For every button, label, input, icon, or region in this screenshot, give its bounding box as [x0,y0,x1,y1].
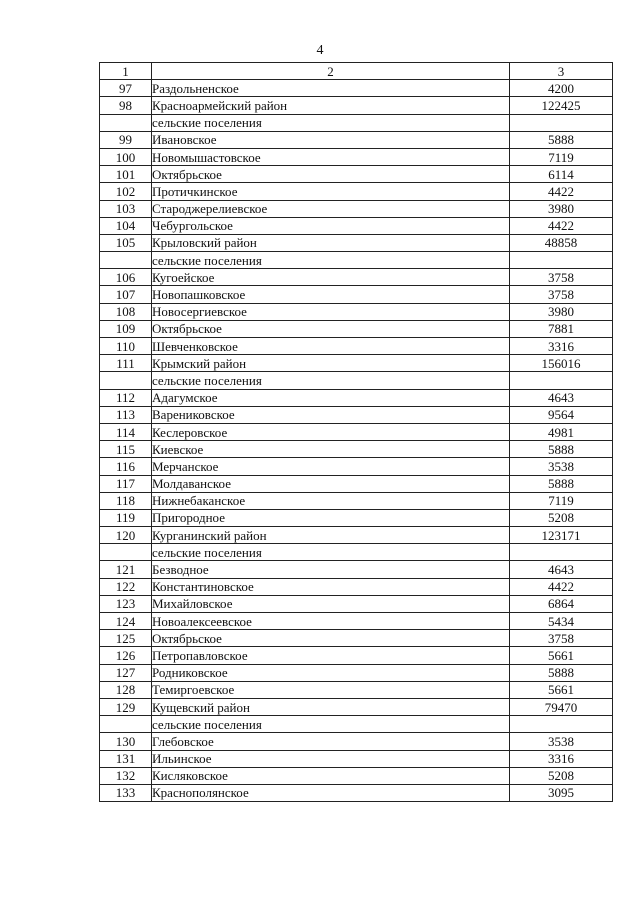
row-name-cell: Кисляковское [152,767,510,784]
table-row [100,784,613,801]
row-number-cell: 110 [100,338,152,355]
row-name-cell: Ильинское [152,750,510,767]
row-number-cell: 129 [100,698,152,715]
row-name-cell: Шевченковское [152,338,510,355]
table-row [100,664,613,681]
page-number: 4 [316,43,324,58]
row-value-cell: 3316 [510,750,613,767]
table-row [100,630,613,647]
table-row [100,166,613,183]
row-number-cell: 130 [100,733,152,750]
table-row [100,80,613,97]
table-row [100,372,613,389]
table-row [100,252,613,269]
row-number-cell: 113 [100,406,152,423]
row-name-cell: Михайловское [152,595,510,612]
row-number-cell: 118 [100,492,152,509]
row-value-cell: 4643 [510,389,613,406]
row-name-cell: Крымский район [152,355,510,372]
row-name-cell: сельские поселения [152,372,510,389]
row-name-cell: Ивановское [152,131,510,148]
table-row [100,234,613,251]
table-row [100,527,613,544]
table-row [100,595,613,612]
table-row [100,492,613,509]
row-value-cell: 122425 [510,97,613,114]
table-row [100,131,613,148]
table-row [100,458,613,475]
row-name-cell: Родниковское [152,664,510,681]
row-value-cell: 7881 [510,320,613,337]
row-value-cell: 3538 [510,733,613,750]
row-name-cell: Молдаванское [152,475,510,492]
row-number-cell: 111 [100,355,152,372]
row-number-cell: 115 [100,441,152,458]
row-name-cell: Староджерелиевское [152,200,510,217]
row-name-cell: Протичкинское [152,183,510,200]
row-value-cell: 7119 [510,492,613,509]
table-row [100,544,613,561]
row-value-cell [510,114,613,131]
row-value-cell: 3758 [510,630,613,647]
table-row [100,423,613,440]
table-row [100,389,613,406]
row-value-cell: 6114 [510,166,613,183]
row-value-cell: 7119 [510,148,613,165]
table-row [100,733,613,750]
row-value-cell: 4981 [510,423,613,440]
row-value-cell: 3758 [510,269,613,286]
row-name-cell: Пригородное [152,509,510,526]
table-row [100,681,613,698]
row-value-cell: 48858 [510,234,613,251]
row-value-cell: 5888 [510,441,613,458]
row-value-cell: 3095 [510,784,613,801]
row-value-cell: 3316 [510,338,613,355]
row-name-cell: Октябрьское [152,630,510,647]
row-value-cell: 4643 [510,561,613,578]
row-name-cell: Глебовское [152,733,510,750]
row-name-cell: Раздольненское [152,80,510,97]
table-row [100,338,613,355]
row-number-cell: 121 [100,561,152,578]
table-header-row [100,63,613,80]
row-name-cell: Курганинский район [152,527,510,544]
row-number-cell [100,544,152,561]
table-row [100,647,613,664]
row-name-cell: Краснополянское [152,784,510,801]
row-name-cell: сельские поселения [152,114,510,131]
row-number-cell: 107 [100,286,152,303]
table-row [100,767,613,784]
row-name-cell: Константиновское [152,578,510,595]
table-row [100,561,613,578]
row-number-cell: 109 [100,320,152,337]
row-number-cell: 101 [100,166,152,183]
row-number-cell: 102 [100,183,152,200]
table-row [100,183,613,200]
row-number-cell: 132 [100,767,152,784]
row-value-cell: 123171 [510,527,613,544]
table-row [100,200,613,217]
row-number-cell: 133 [100,784,152,801]
table-row [100,441,613,458]
column-header-2: 2 [152,63,510,80]
row-name-cell: Новоалексеевское [152,613,510,630]
row-value-cell: 4422 [510,578,613,595]
row-name-cell: Октябрьское [152,166,510,183]
table-row [100,509,613,526]
row-value-cell [510,716,613,733]
row-value-cell: 3758 [510,286,613,303]
row-number-cell: 104 [100,217,152,234]
row-value-cell: 5661 [510,647,613,664]
row-number-cell: 120 [100,527,152,544]
row-name-cell: Крыловский район [152,234,510,251]
row-value-cell: 4200 [510,80,613,97]
row-number-cell: 126 [100,647,152,664]
row-value-cell: 4422 [510,183,613,200]
row-number-cell: 97 [100,80,152,97]
row-number-cell: 117 [100,475,152,492]
table-row [100,97,613,114]
row-value-cell: 5888 [510,131,613,148]
row-name-cell: Адагумское [152,389,510,406]
row-value-cell: 5434 [510,613,613,630]
settlements-table [99,62,613,802]
row-value-cell: 5888 [510,475,613,492]
row-number-cell: 99 [100,131,152,148]
row-value-cell: 9564 [510,406,613,423]
column-header-3: 3 [510,63,613,80]
row-number-cell: 103 [100,200,152,217]
row-value-cell: 5208 [510,767,613,784]
row-name-cell: Октябрьское [152,320,510,337]
table-row [100,269,613,286]
row-number-cell: 108 [100,303,152,320]
table-row [100,716,613,733]
row-value-cell: 156016 [510,355,613,372]
row-value-cell [510,372,613,389]
row-name-cell: Новомышастовское [152,148,510,165]
row-name-cell: сельские поселения [152,252,510,269]
table-row [100,217,613,234]
row-value-cell: 5888 [510,664,613,681]
row-number-cell [100,716,152,733]
row-name-cell: сельские поселения [152,716,510,733]
row-value-cell: 79470 [510,698,613,715]
row-number-cell: 131 [100,750,152,767]
row-number-cell: 123 [100,595,152,612]
table-row [100,750,613,767]
row-number-cell [100,252,152,269]
table-body [100,80,613,802]
row-name-cell: Киевское [152,441,510,458]
row-number-cell: 112 [100,389,152,406]
row-number-cell: 100 [100,148,152,165]
row-number-cell: 124 [100,613,152,630]
row-name-cell: Нижнебаканское [152,492,510,509]
row-number-cell [100,114,152,131]
table-row [100,475,613,492]
table-row [100,613,613,630]
table-row [100,320,613,337]
table-row [100,406,613,423]
row-name-cell: Петропавловское [152,647,510,664]
column-header-1: 1 [100,63,152,80]
table-row [100,114,613,131]
table-row [100,698,613,715]
row-number-cell: 125 [100,630,152,647]
row-number-cell [100,372,152,389]
row-number-cell: 114 [100,423,152,440]
row-number-cell: 116 [100,458,152,475]
row-number-cell: 122 [100,578,152,595]
row-name-cell: Новопашковское [152,286,510,303]
row-name-cell: Темиргоевское [152,681,510,698]
row-name-cell: Мерчанское [152,458,510,475]
row-value-cell: 5661 [510,681,613,698]
row-number-cell: 105 [100,234,152,251]
table-row [100,148,613,165]
row-number-cell: 128 [100,681,152,698]
table-row [100,303,613,320]
row-number-cell: 106 [100,269,152,286]
row-name-cell: Кущевский район [152,698,510,715]
row-value-cell [510,544,613,561]
row-name-cell: сельские поселения [152,544,510,561]
row-value-cell: 5208 [510,509,613,526]
table-row [100,355,613,372]
row-value-cell: 6864 [510,595,613,612]
row-number-cell: 119 [100,509,152,526]
row-value-cell: 4422 [510,217,613,234]
row-number-cell: 98 [100,97,152,114]
row-name-cell: Кугоейское [152,269,510,286]
row-name-cell: Новосергиевское [152,303,510,320]
table-row [100,578,613,595]
row-value-cell [510,252,613,269]
row-name-cell: Безводное [152,561,510,578]
row-name-cell: Варениковское [152,406,510,423]
row-number-cell: 127 [100,664,152,681]
row-value-cell: 3538 [510,458,613,475]
row-name-cell: Чебургольское [152,217,510,234]
row-value-cell: 3980 [510,303,613,320]
row-value-cell: 3980 [510,200,613,217]
row-name-cell: Красноармейский район [152,97,510,114]
row-name-cell: Кеслеровское [152,423,510,440]
table-row [100,286,613,303]
